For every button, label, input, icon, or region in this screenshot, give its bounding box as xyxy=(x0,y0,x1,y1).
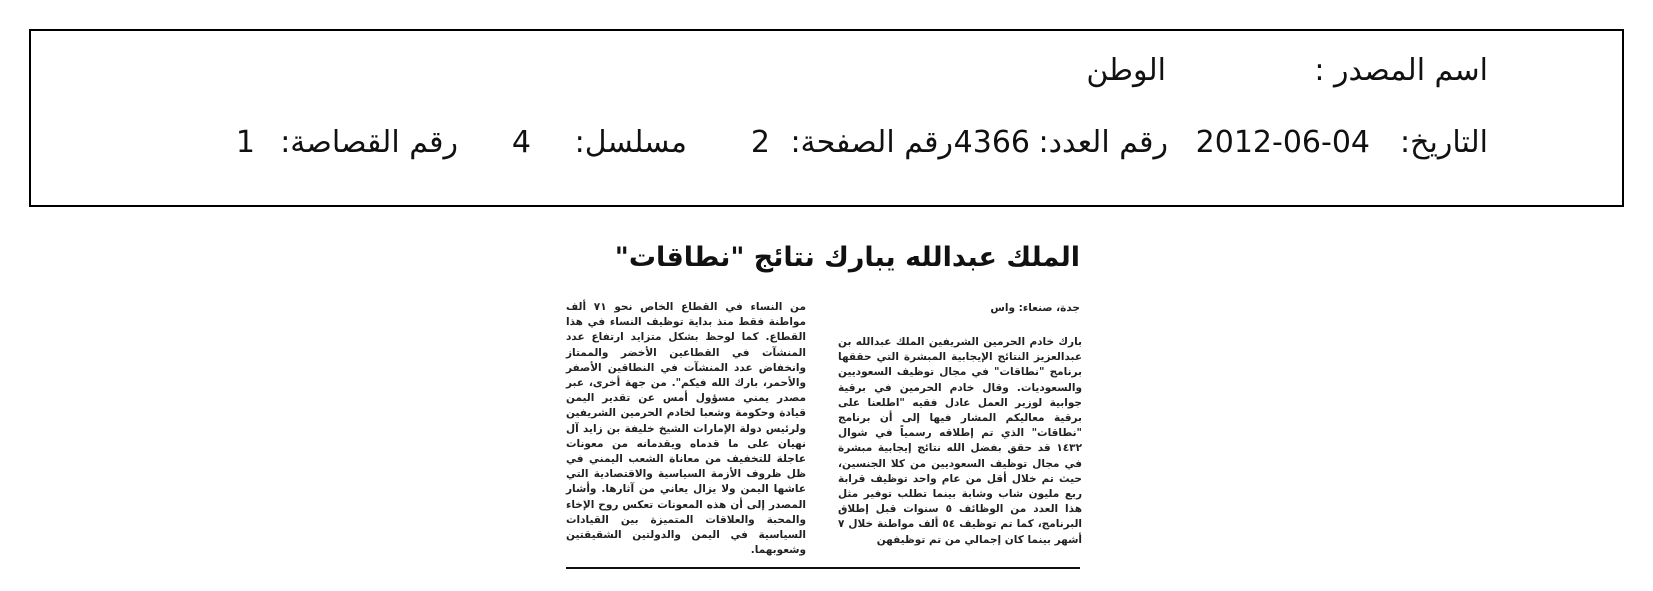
clipping-label: رقم القصاصة: xyxy=(280,125,458,160)
serial-value: 4 xyxy=(511,125,531,160)
date-value: 2012-06-04 xyxy=(1195,125,1370,160)
clipping-value: 1 xyxy=(235,125,255,160)
source-label: اسم المصدر : xyxy=(1314,53,1488,88)
article-dateline: جدة، صنعاء: واس xyxy=(990,302,1080,314)
page-value: 2 xyxy=(750,125,770,160)
serial-label: مسلسل: xyxy=(574,125,687,160)
article-column-right xyxy=(838,335,1082,548)
article-headline: الملك عبدالله يبارك نتائج "نطاقات" xyxy=(614,242,1080,273)
source-value: الوطن xyxy=(1086,53,1166,88)
article-column-left xyxy=(566,300,806,558)
issue-value: 4366 xyxy=(953,125,1030,160)
article-paragraph: من النساء في القطاع الخاص نحو ٧١ ألف مواطنة فقط منذ بداية توظيف النساء في هذا القطاع. كما لوحظ بشكل متزايد ارتفاع عدد المنشآت في القطاعين الأخضر والممتاز وانخفاض عدد المنشآت في النطاقين الأصفر والأحمر، بارك الله فيكم". من جهة أخرى، عبر مصدر يمني مسؤول أمس عن تقدير اليمن قيادة وحكومة وشعبا لخادم الحرمين الشريفين ولرئيس دولة الإمارات الشيخ خليفة بن زايد آل نهيان على ما قدماه ويقدمانه من معونات عاجلة للتخفيف من معاناة الشعب اليمني في ظل ظروف الأزمة السياسية والاقتصادية التي عاشها اليمن ولا يزال يعاني من آثارها. وأشار المصدر إلى أن هذه المعونات تعكس روح الإخاء والمحبة والعلاقات المتميزة بين القيادات السياسية في اليمن والدولتين الشقيقتين وشعوبهما. xyxy=(566,301,806,557)
issue-label: رقم العدد: xyxy=(1038,125,1168,160)
article-paragraph: بارك خادم الحرمين الشريفين الملك عبدالله بن عبدالعزيز النتائج الإيجابية المبشرة التي حققها برنامج "نطاقات" في مجال توظيف السعوديين والسعوديات. وقال خادم الحرمين في برقية جوابية لوزير العمل عادل فقيه "اطلعنا على برقية معاليكم المشار فيها إلى أن برنامج "نطاقات" الذي تم إطلاقه رسمياً في شوال ١٤٣٢ قد حقق بفضل الله نتائج إيجابية مبشرة في مجال توظيف السعوديين من كلا الجنسين، حيث تم خلال أقل من عام واحد توظيف قرابة ربع مليون شاب وشابة بينما تطلب توفير مثل هذا العدد من الوظائف ٥ سنوات قبل إطلاق البرنامج، كما تم توظيف ٥٤ ألف مواطنة خلال ٧ أشهر بينما كان إجمالي من تم توظيفهن xyxy=(838,336,1083,546)
article-bottom-rule xyxy=(566,567,1080,569)
date-label: التاريخ: xyxy=(1400,125,1488,160)
page-label: رقم الصفحة: xyxy=(790,125,953,160)
